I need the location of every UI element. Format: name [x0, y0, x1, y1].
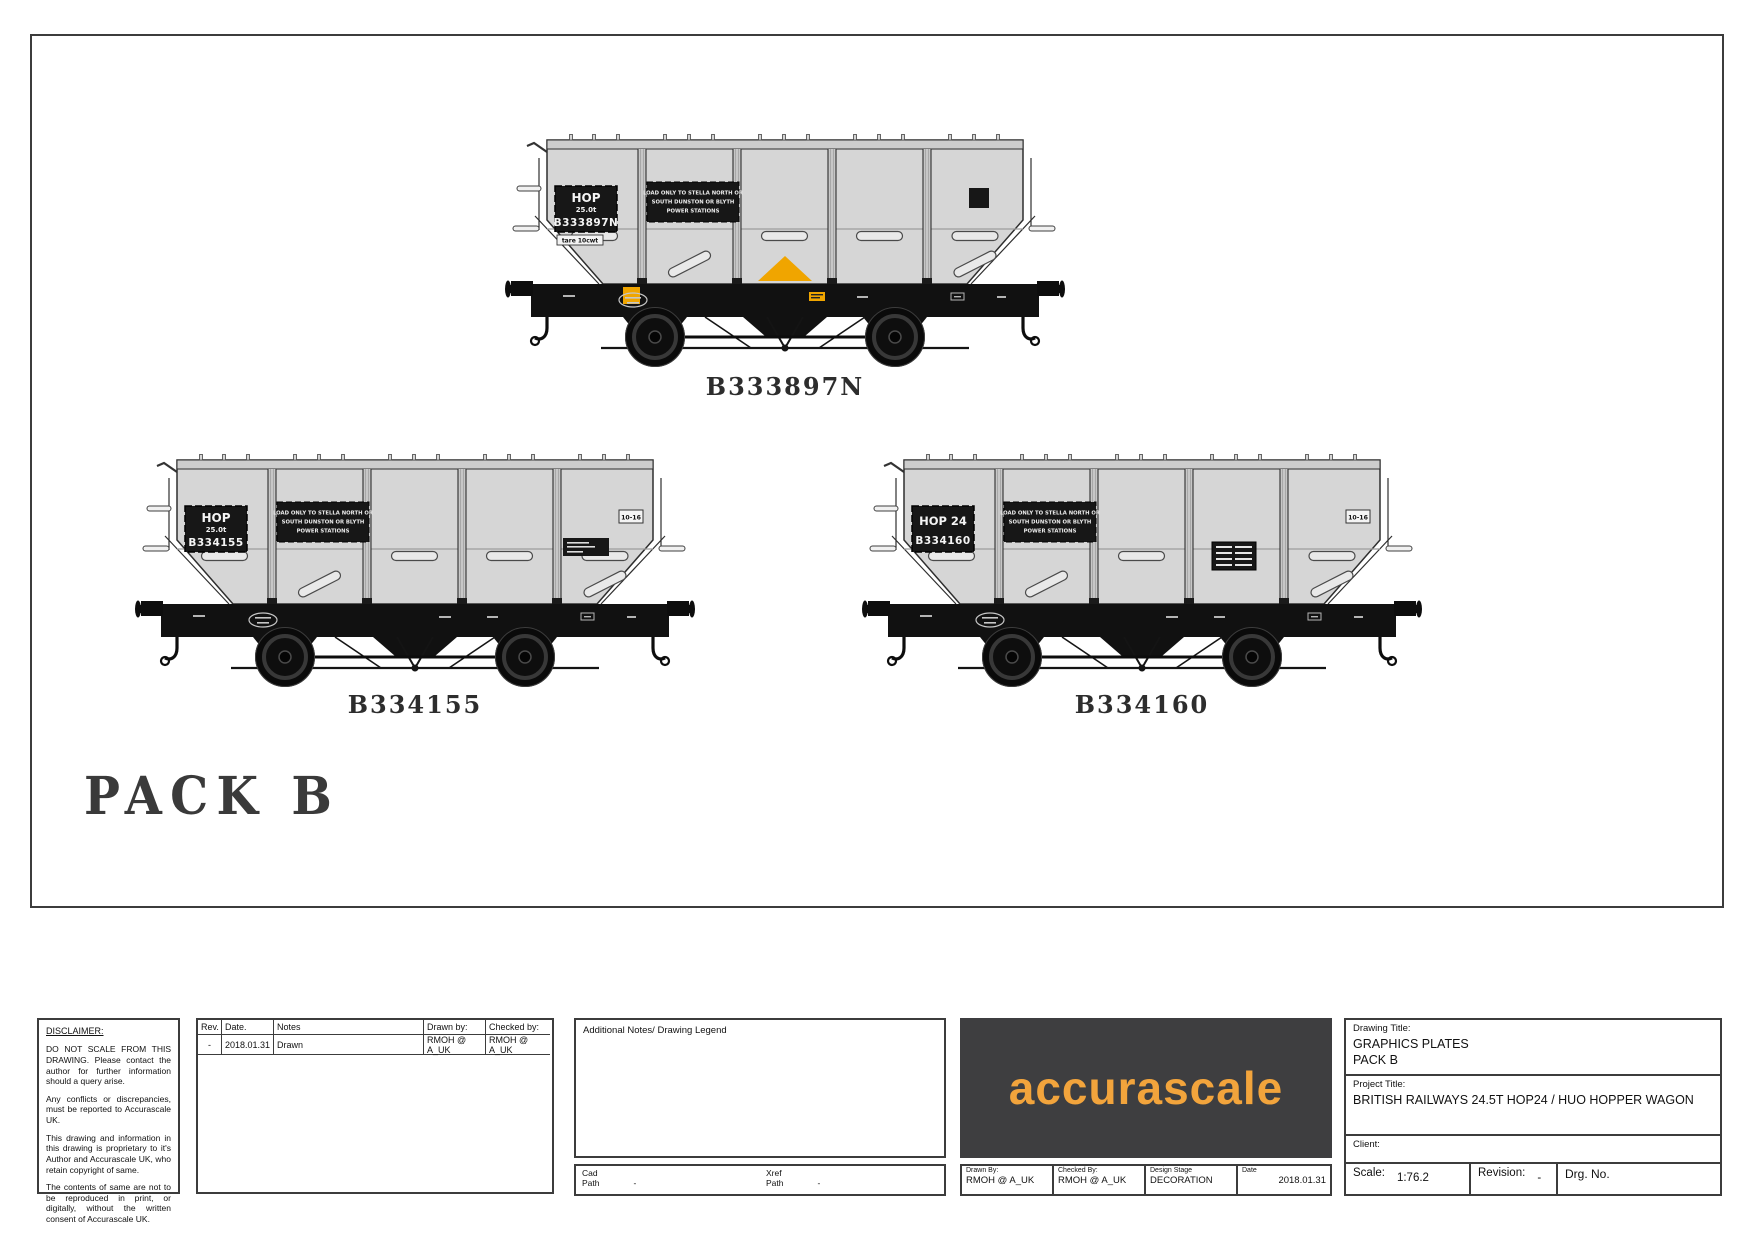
revision-table-box: [196, 1018, 554, 1194]
svg-text:tare 10cwt: tare 10cwt: [561, 237, 599, 245]
additional-notes-box: [574, 1018, 946, 1158]
wagon-3-illustration: [862, 452, 1422, 692]
rev-cell: RMOH @ A_UK: [424, 1035, 486, 1055]
svg-text:LOAD ONLY TO STELLA NORTH OR: LOAD ONLY TO STELLA NORTH OR: [642, 190, 744, 197]
project-title-box: [1344, 1074, 1722, 1136]
wagon-1-illustration: [505, 132, 1065, 372]
accurascale-logo: [960, 1018, 1332, 1158]
wagon-3-caption: B334160: [1074, 690, 1210, 719]
design-stage-cell: [1146, 1166, 1238, 1194]
disclaimer-paragraph: DO NOT SCALE FROM THIS DRAWING. Please contact the author for further information should a query arise.: [46, 1044, 171, 1087]
drg-no-label: Drg. No.: [1565, 1167, 1610, 1181]
checked-by-value: RMOH @ A_UK: [1058, 1175, 1127, 1186]
drawing-title-label: Drawing Title:: [1353, 1023, 1411, 1034]
drg-no-box: [1556, 1162, 1722, 1196]
disclaimer-paragraph: Any conflicts or discrepancies, must be reported to Accurascale UK.: [46, 1093, 171, 1125]
accurascale-logo-text: accurascale: [1008, 1062, 1284, 1114]
svg-text:SOUTH DUNSTON OR BLYTH: SOUTH DUNSTON OR BLYTH: [1008, 519, 1092, 526]
wagon-2-illustration: [135, 452, 695, 692]
svg-text:25.0t: 25.0t: [575, 206, 597, 214]
svg-text:B334160: B334160: [915, 535, 971, 547]
revision-table: [198, 1020, 552, 1055]
project-title-value: BRITISH RAILWAYS 24.5T HOP24 / HUO HOPPER WAGON: [1353, 1093, 1694, 1107]
wagon-2-caption: B334155: [347, 690, 483, 719]
revision-value: -: [1537, 1172, 1542, 1184]
xref-block: [760, 1166, 944, 1194]
info-strip: [960, 1164, 1332, 1196]
drawing-title-line1: GRAPHICS PLATES: [1353, 1037, 1469, 1051]
design-stage-value: DECORATION: [1150, 1175, 1213, 1186]
rev-cell: RMOH @ A_UK: [486, 1035, 550, 1055]
pack-title: PACK B: [84, 766, 341, 827]
checked-by-cell: [1054, 1166, 1146, 1194]
svg-text:HOP: HOP: [201, 511, 231, 525]
scale-box: [1344, 1162, 1471, 1196]
drawn-by-cell: [962, 1166, 1054, 1194]
scale-label: Scale:: [1353, 1167, 1385, 1179]
scale-value: 1:76.2: [1396, 1172, 1429, 1184]
svg-text:SOUTH DUNSTON OR BLYTH: SOUTH DUNSTON OR BLYTH: [281, 519, 365, 526]
revision-box: [1469, 1162, 1558, 1196]
xref-path-value: -: [817, 1178, 821, 1188]
wagon-1-caption: B333897N: [705, 372, 865, 401]
cad-block: [576, 1166, 760, 1194]
disclaimer-paragraph: The contents of same are not to be reproduced in print, or digitally, without the written consent of Accurascale UK.: [46, 1182, 171, 1224]
svg-text:HOP 24: HOP 24: [919, 514, 967, 528]
drawn-by-label: Drawn By:: [966, 1167, 999, 1174]
svg-text:POWER STATIONS: POWER STATIONS: [666, 208, 720, 215]
rev-header: Rev.: [198, 1020, 222, 1035]
xref-label: Xref: [766, 1168, 782, 1178]
svg-text:HOP: HOP: [571, 191, 601, 205]
client-box: [1344, 1134, 1722, 1164]
rev-cell: Drawn: [274, 1035, 424, 1055]
svg-text:10-16: 10-16: [621, 514, 641, 522]
design-stage-label: Design Stage: [1150, 1167, 1193, 1174]
svg-text:LOAD ONLY TO STELLA NORTH OR: LOAD ONLY TO STELLA NORTH OR: [272, 510, 374, 517]
rev-cell: -: [198, 1035, 222, 1055]
drawn-by-value: RMOH @ A_UK: [966, 1175, 1035, 1186]
drawing-title-box: [1344, 1018, 1722, 1076]
rev-header: Drawn by:: [424, 1020, 486, 1035]
date-label: Date: [1242, 1167, 1257, 1174]
svg-text:B334155: B334155: [188, 537, 244, 549]
project-title-label: Project Title:: [1353, 1079, 1406, 1090]
svg-text:SOUTH DUNSTON OR BLYTH: SOUTH DUNSTON OR BLYTH: [651, 199, 735, 206]
rev-header: Date.: [222, 1020, 274, 1035]
revision-label: Revision:: [1478, 1167, 1526, 1179]
cad-xref-box: [574, 1164, 946, 1196]
svg-text:B333897N: B333897N: [553, 217, 619, 229]
cad-path-value: -: [633, 1178, 637, 1188]
svg-text:POWER STATIONS: POWER STATIONS: [1023, 528, 1077, 535]
svg-text:POWER STATIONS: POWER STATIONS: [296, 528, 350, 535]
xref-path-label: Path: [766, 1178, 784, 1188]
client-label: Client:: [1353, 1139, 1380, 1150]
date-cell: [1238, 1166, 1330, 1194]
rev-header: Notes: [274, 1020, 424, 1035]
disclaimer-title: DISCLAIMER:: [46, 1026, 104, 1036]
rev-cell: 2018.01.31: [222, 1035, 274, 1055]
checked-by-label: Checked By:: [1058, 1167, 1098, 1174]
svg-text:25.0t: 25.0t: [205, 526, 227, 534]
svg-text:10-16: 10-16: [1348, 514, 1368, 522]
disclaimer-paragraph: This drawing and information in this drawing is proprietary to it's Author and Accurascale UK, who retain copyright of same.: [46, 1132, 171, 1175]
cad-path-label: Path: [582, 1178, 600, 1188]
additional-notes-label: Additional Notes/ Drawing Legend: [583, 1025, 727, 1036]
drawing-title-line2: PACK B: [1353, 1053, 1398, 1068]
svg-text:LOAD ONLY TO STELLA NORTH OR: LOAD ONLY TO STELLA NORTH OR: [999, 510, 1101, 517]
cad-label: Cad: [582, 1168, 598, 1178]
date-value: 2018.01.31: [1278, 1175, 1326, 1186]
disclaimer-box: [37, 1018, 180, 1224]
rev-header: Checked by:: [486, 1020, 550, 1035]
